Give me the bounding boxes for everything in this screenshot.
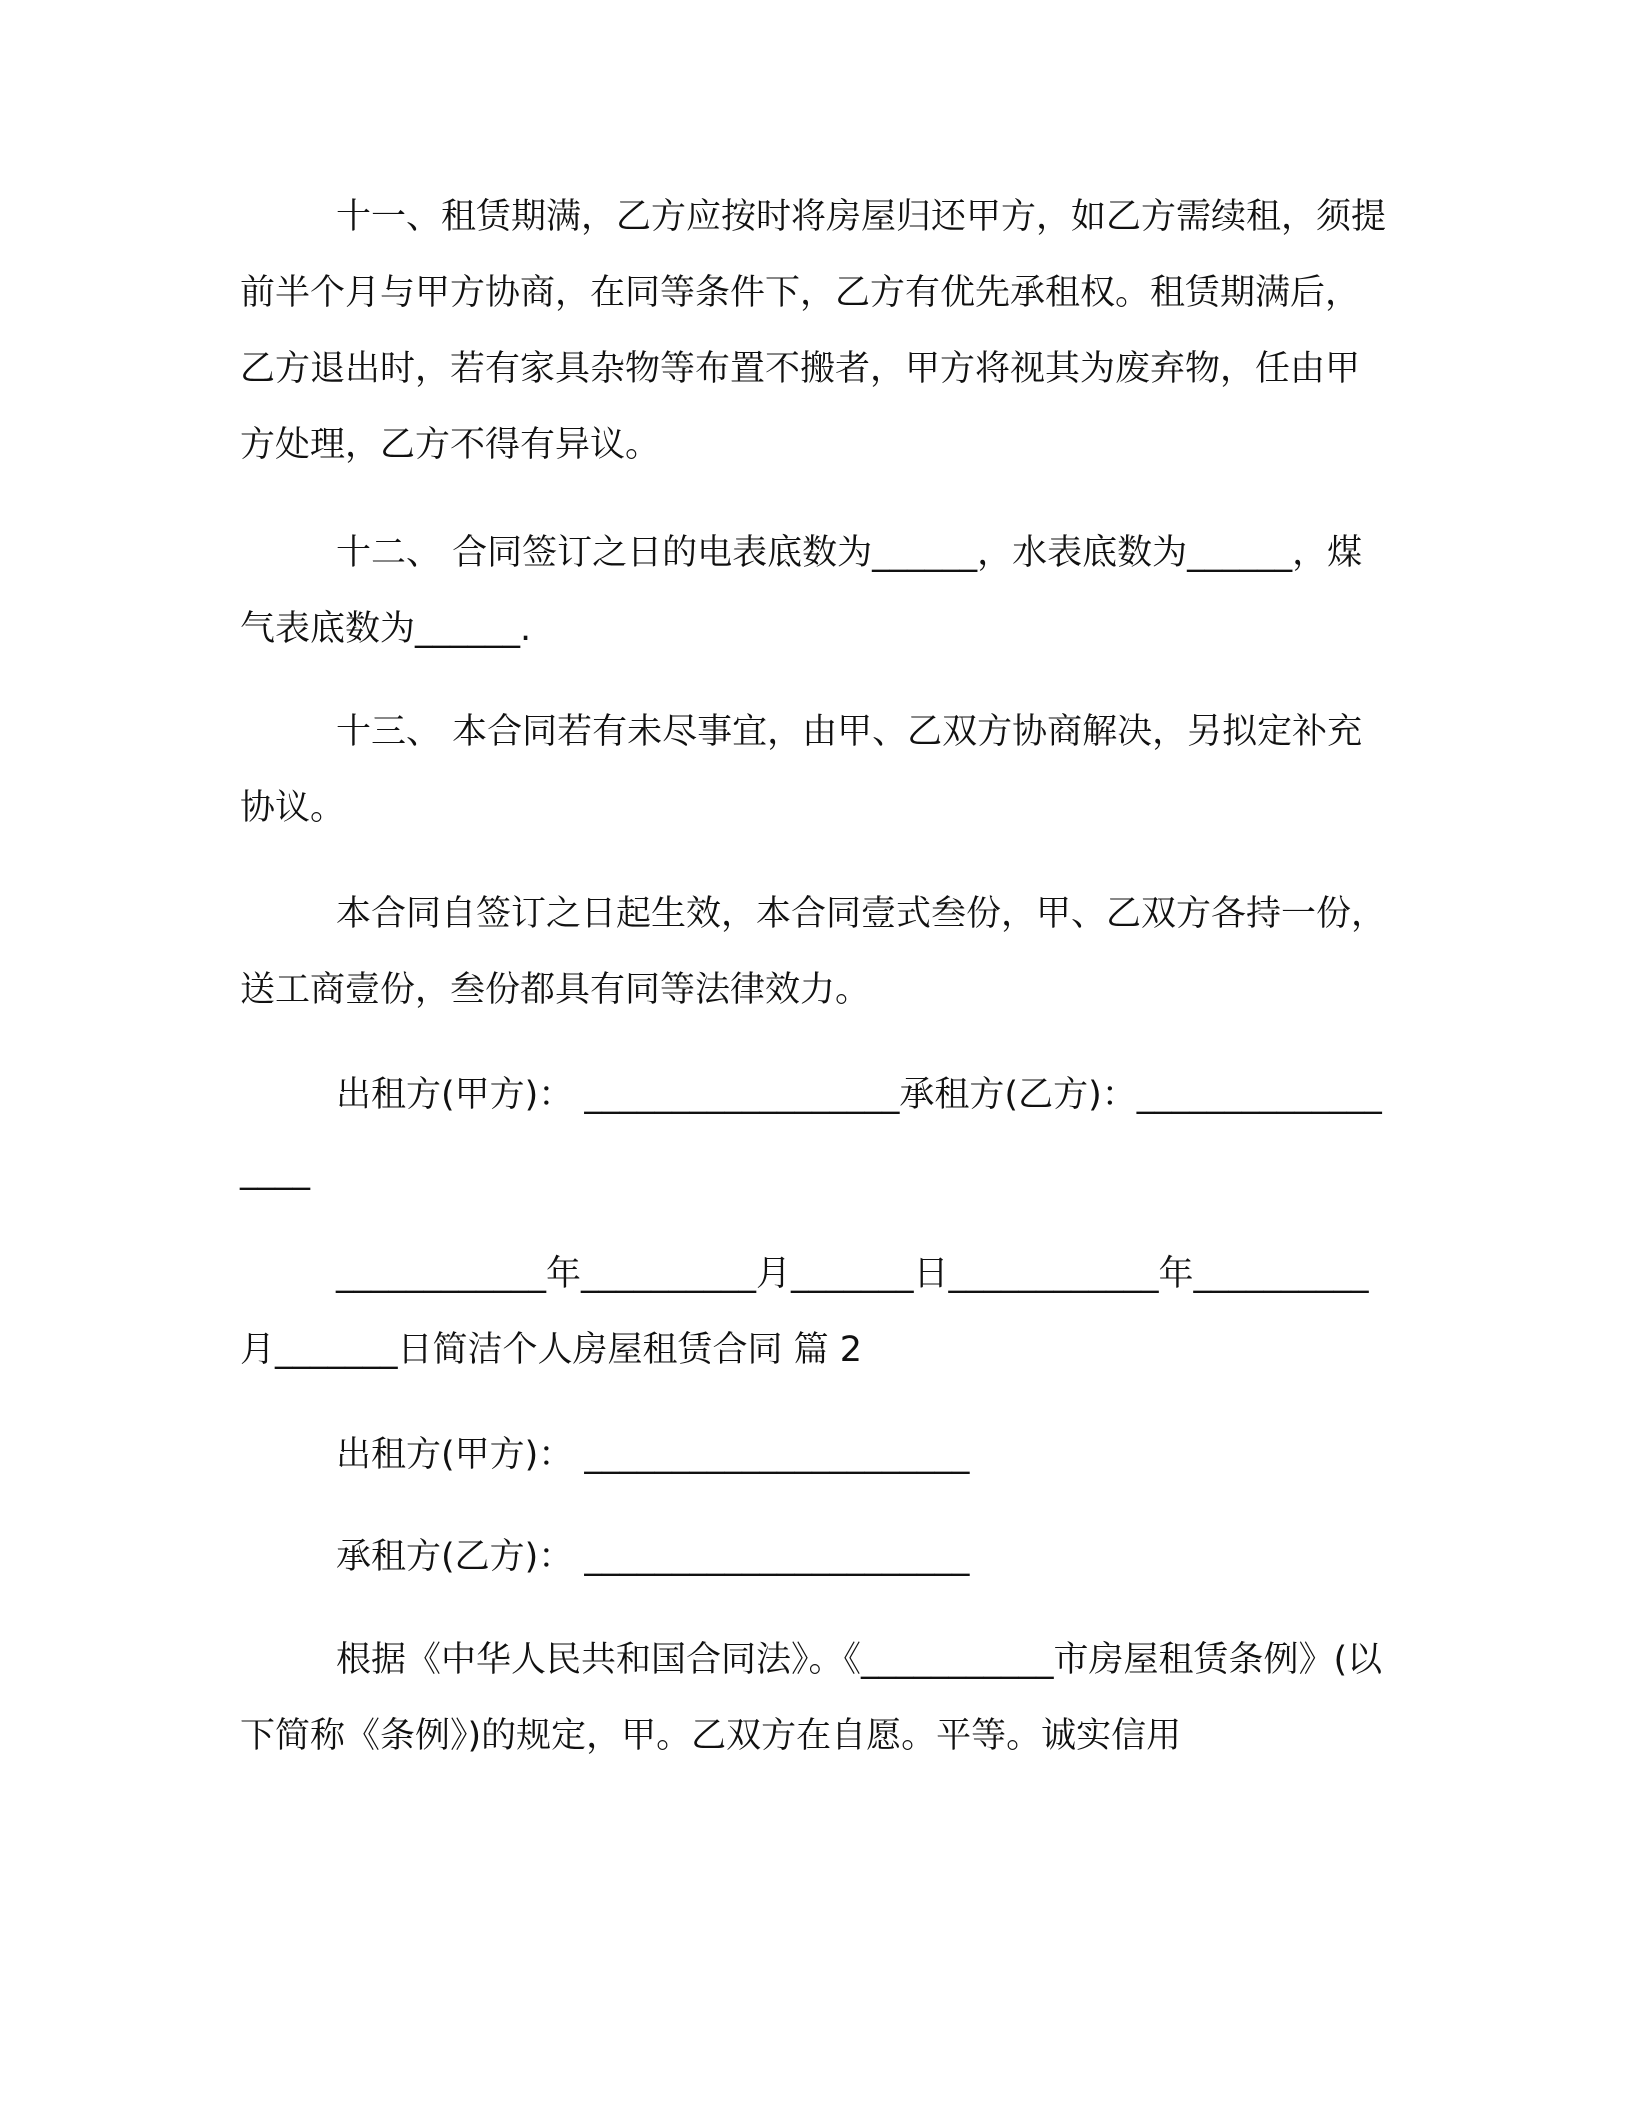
date-line-and-title: ____________年__________月_______日____________年__________月_______日简洁个人房屋租赁合同 篇 2	[240, 1254, 1369, 1370]
clause-11-paragraph: 十一、租赁期满，乙方应按时将房屋归还甲方，如乙方需续租，须提前半个月与甲方协商，在同等条件下，乙方有优先承租权。租赁期满后，乙方退出时，若有家具杂物等布置不搬者，甲方将视其为废弃物，任由甲方处理，乙方不得有异议。	[240, 197, 1387, 465]
clause-12-paragraph: 十二、 合同签订之日的电表底数为______，水表底数为______，煤气表底数为______.	[240, 533, 1363, 649]
legal-basis-paragraph: 根据《中华人民共和国合同法》。《___________市房屋租赁条例》(以下简称《条例》)的规定，甲。乙双方在自愿。平等。诚实信用	[240, 1640, 1383, 1756]
lessee-field: 承租方(乙方)： ______________________	[336, 1537, 970, 1577]
signature-line: 出租方(甲方)： __________________承租方(乙方)：__________________	[240, 1075, 1382, 1191]
lessor-field: 出租方(甲方)： ______________________	[336, 1435, 970, 1475]
clause-13-paragraph: 十三、 本合同若有未尽事宜，由甲、乙双方协商解决，另拟定补充协议。	[240, 712, 1363, 828]
effectiveness-paragraph: 本合同自签订之日起生效，本合同壹式叁份，甲、乙双方各持一份，送工商壹份，叁份都具有同等法律效力。	[240, 894, 1387, 1010]
